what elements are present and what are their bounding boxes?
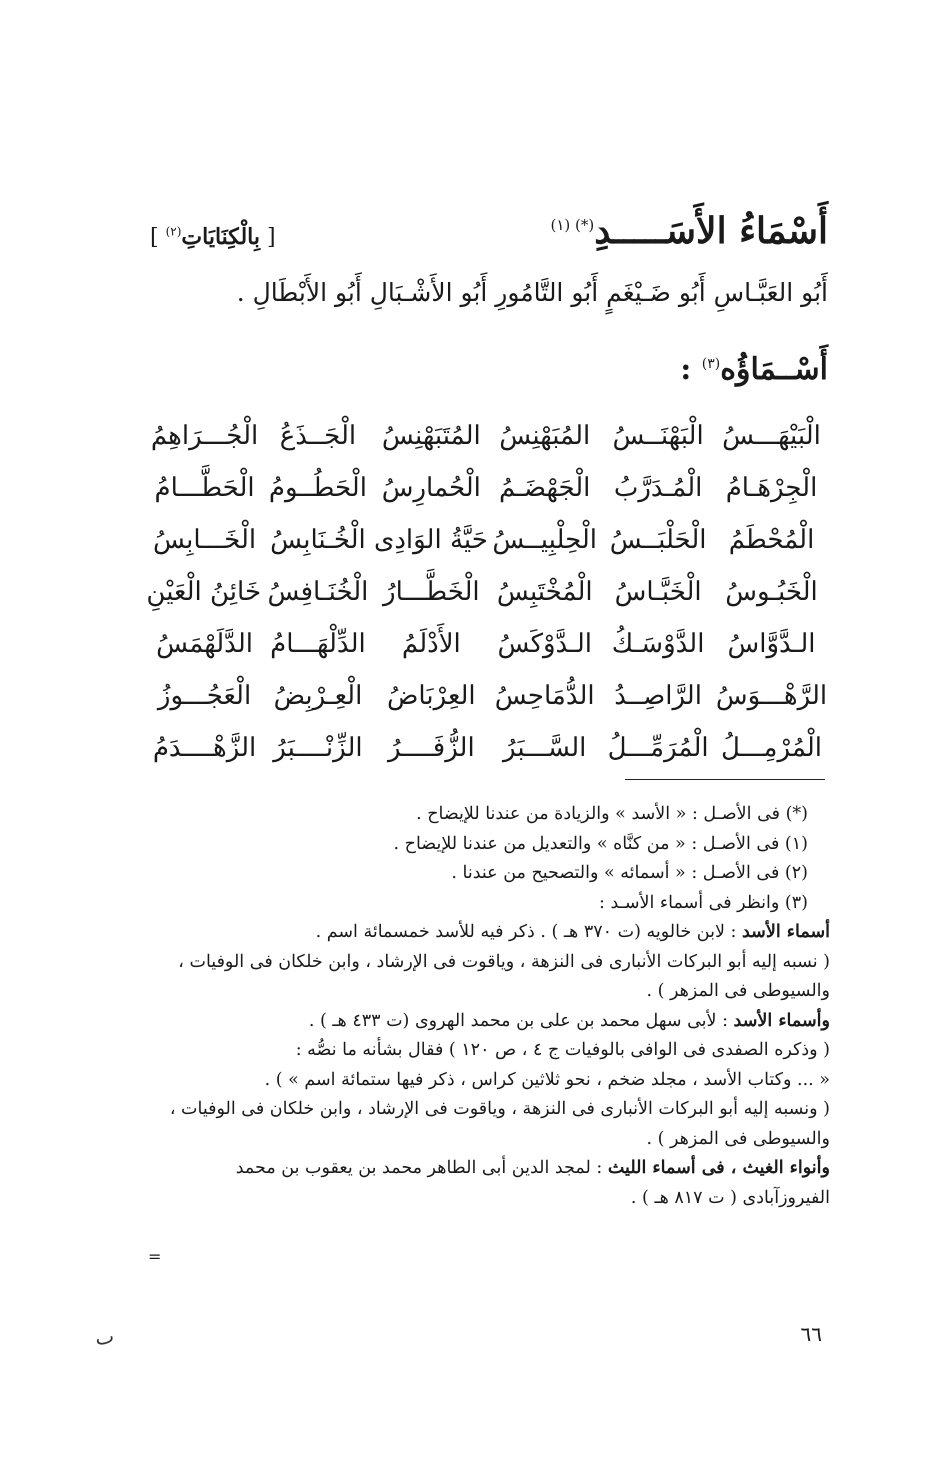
footnote-line: [120, 1184, 830, 1214]
lion-name: الْعَجُـــوزُ: [157, 681, 252, 711]
kunya-list: أَبُو العَبَّـاسِ أَبُو ضَـيْغَمٍ أَبُو التَّامُورِ أَبُو الأَشْـبَالِ أَبُو الأَبْطَالِ .: [236, 278, 828, 307]
names-heading-text: أَسْــمَاؤُه: [720, 352, 828, 387]
kunya-subheading: [150, 224, 276, 250]
lion-name: الْخُنَـافِسُ: [267, 577, 369, 607]
footnote-text: ( نسبه إليه أبو البركات الأنبارى فى النزهة ، وياقوت فى الإرشاد ، وابن خلكان فى الوفيات ،: [178, 951, 830, 972]
footnote-bold: أسماء الأسد: [742, 922, 830, 942]
lion-name: الزَّهْــــدَمُ: [152, 733, 257, 763]
lion-name: الْبَيْهَـــسُ: [722, 421, 821, 451]
lion-name: السَّـــبَرُ: [503, 733, 587, 763]
lion-name: الْحَلْبَــسُ: [609, 525, 707, 555]
lion-name: الْمُرَمِّـــلُ: [607, 733, 709, 763]
footnote-line: [120, 1095, 830, 1125]
lion-name: الْحَطَّـــامُ: [154, 473, 255, 503]
lion-name: الزُّفَــــرُ: [387, 733, 475, 763]
lion-name: الْعِـرْبِضُ: [273, 681, 363, 711]
lion-name: الْخُـنَابِسُ: [270, 525, 366, 555]
names-row: [148, 722, 828, 774]
chapter-heading: [140, 210, 828, 270]
footnote-line: [120, 800, 830, 830]
footnote-text: : لابن خالويه (ت ٣٧٠ هـ ) . ذكر فيه للأسد خمسمائة اسم .: [315, 922, 742, 942]
lion-name: الدَّوْسَـكُ: [611, 629, 705, 659]
lion-name: الْحُمارِسُ: [381, 473, 481, 503]
footnote-text: : لأبى سهل محمد بن على بن محمد الهروى (ت ٤٣٣ هـ ) .: [308, 1010, 734, 1031]
lion-name: الْجِرْهَـامُ: [725, 473, 818, 503]
footnote-line: [120, 1066, 830, 1096]
lion-name: الْخَطَّـــارُ: [383, 577, 480, 607]
lion-name: الْبَهْنَــسُ: [612, 421, 704, 451]
lion-name: الْحَطُــومُ: [268, 473, 367, 503]
names-row: [148, 410, 828, 462]
chapter-title: [551, 210, 829, 252]
names-heading-ref: (٣): [701, 356, 721, 372]
names-row: [148, 618, 828, 670]
footnote-text: ( وذكره الصفدى فى الوافى بالوفيات ج ٤ ، ص ١٢٠ ) فقال بشأنه ما نصُّه :: [295, 1040, 830, 1060]
footnote-line: [120, 830, 830, 860]
lion-name: الرَّهْـــوَسُ: [715, 681, 828, 711]
names-row: [148, 462, 828, 514]
footnote-bold: وأنواء الغيث ، فى أسماء الليث: [607, 1158, 830, 1178]
lion-name: الْمُرْمِـــلُ: [721, 733, 822, 763]
names-heading-colon: :: [680, 352, 692, 387]
chapter-title-refs: (*) (١): [550, 216, 595, 234]
footnote-line: [120, 889, 830, 919]
lion-name: الْمُـدَرَّبُ: [613, 473, 703, 503]
kunya-subheading-ref: (٢): [165, 224, 182, 239]
lion-name: الْجَهْضَـمُ: [499, 473, 591, 503]
footnote-text: (١) فى الأصـل : « من كنَّاه » والتعديل من عندنا للإيضاح .: [393, 833, 808, 854]
footnote-text: (٣) وانظر فى أسماء الأسـد :: [599, 892, 808, 913]
lion-name: حَيَّةُ الوَادِى: [373, 525, 488, 555]
names-row: [148, 670, 828, 722]
lion-name: الزِّنْــــبَرُ: [273, 733, 363, 763]
footnote-text: والسيوطى فى المزهر ) .: [646, 981, 830, 1001]
footnote-text: « ... وكتاب الأسد ، مجلد ضخم ، نحو ثلاثين كراس ، ذكر فيها ستمائة اسم » ) .: [264, 1069, 830, 1090]
footnote-line: [120, 1036, 830, 1066]
footnote-text: : لمجد الدين أبى الطاهر محمد بن يعقوب بن محمد: [235, 1158, 608, 1178]
footnote-line: [120, 1007, 830, 1037]
footnote-line: [120, 918, 830, 948]
footnote-text: الفيروزآبادى ( ت ٨١٧ هـ ) .: [630, 1187, 830, 1208]
lion-name: الْمُحْطَمُ: [728, 525, 815, 555]
footnote-line: [120, 859, 830, 889]
names-grid: [148, 410, 828, 774]
footnote-separator: [625, 779, 825, 780]
lion-name: المُتَبَهْنِسُ: [381, 421, 481, 451]
lion-name: الأَدْلَمُ: [401, 629, 461, 659]
lion-name: المُبَهْنِسُ: [499, 421, 591, 451]
footnote-text: (٢) فى الأصـل : « أسمائه » والتصحيح من عندنا .: [451, 863, 808, 883]
footnote-line: [120, 1125, 830, 1155]
footnote-bold: وأسماء الأسد: [733, 1010, 830, 1031]
lion-name: الْخَـــابِسُ: [153, 525, 257, 555]
lion-name: الْجُـــرَاهِمُ: [150, 421, 259, 451]
lion-name: الْخَبَّـاسُ: [614, 577, 702, 607]
bracket-close: ]: [150, 225, 159, 250]
names-row: [148, 566, 828, 618]
chapter-title-text: أَسْمَاءُ الأَسَـــــدِ: [594, 210, 828, 252]
lion-name: الدِّلْهَـــامُ: [270, 629, 366, 659]
footnote-line: [120, 977, 830, 1007]
footnote-text: ( ونسبه إليه أبو البركات الأنبارى فى النزهة ، وياقوت فى الإرشاد ، وابن خلكان فى الوفيات ،: [169, 1099, 830, 1119]
footnote-line: [120, 1154, 830, 1184]
lion-name: الْمُخْتَبِسُ: [496, 577, 593, 607]
lion-name: الدَّلَهْمَسُ: [156, 629, 253, 659]
footnote-text: والسيوطى فى المزهر ) .: [646, 1128, 830, 1149]
lion-name: خَائِنُ الْعَيْنِ: [146, 577, 262, 607]
footnotes: [120, 800, 830, 1213]
lion-name: الـدَّوَّاسُ: [727, 629, 816, 659]
kunya-subheading-text: بِالْكِنَايَاتِ: [181, 224, 260, 250]
footnote-text: (*) فى الأصـل : « الأسد » والزيادة من عندنا للإيضاح .: [416, 804, 808, 824]
continuation-mark: =: [148, 1247, 162, 1266]
lion-name: الْجَــذَعُ: [279, 421, 357, 451]
names-row: [148, 514, 828, 566]
lion-name: الرَّاصِــدُ: [614, 681, 702, 711]
names-heading: [140, 352, 828, 402]
lion-name: العِرْبَاضُ: [387, 681, 476, 711]
lion-name: الْحِلْبِيــسُ: [492, 525, 598, 555]
bracket-open: [: [266, 225, 276, 250]
page-number: ٦٦: [800, 1322, 822, 1346]
lion-name: الْخَبُـوسُ: [725, 577, 818, 607]
footnote-line: [120, 948, 830, 978]
lion-name: الـدَّوْكَسُ: [497, 629, 592, 659]
margin-pen-mark: ٮ: [93, 1323, 116, 1351]
lion-name: الدُّمَاحِسُ: [494, 681, 595, 711]
